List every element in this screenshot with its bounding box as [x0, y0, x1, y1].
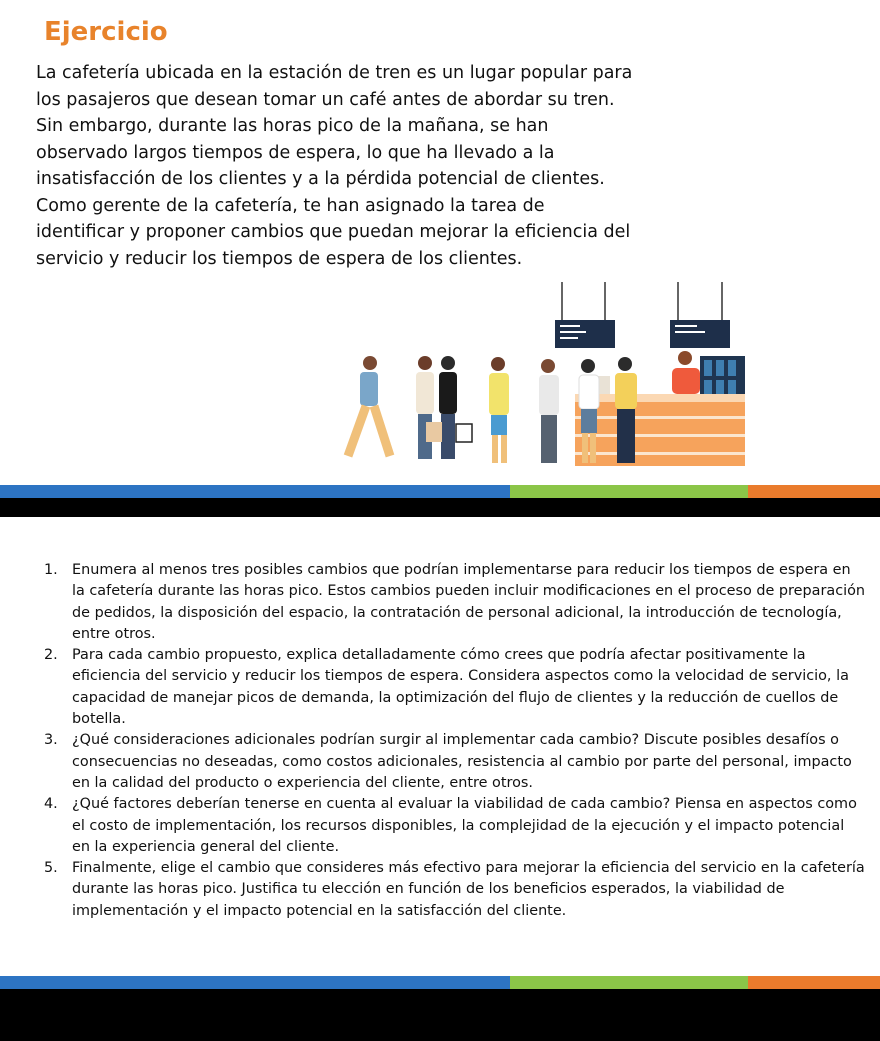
question-text: ¿Qué factores deberían tenerse en cuenta al evaluar la viabilidad de cada cambio? Piensa en aspectos como el costo de implementación, los recursos disponibles, la complejidad de la ejecución y el impacto potencial en la experiencia general del cliente.: [72, 796, 857, 855]
stripe-orange: [748, 485, 880, 498]
question-item: [36, 730, 866, 794]
customer-with-bags: [416, 356, 472, 459]
stripe-orange: [748, 976, 880, 989]
stripe-blue: [0, 976, 510, 989]
question-number: 1.: [44, 562, 58, 578]
question-item: [36, 858, 866, 922]
question-text: ¿Qué consideraciones adicionales podrían surgir al implementar cada cambio? Discute posibles desafíos o consecuencias no deseadas, como costos adicionales, resistencia al cambio por parte del personal, impacto en la calidad del producto o experiencia del cliente, entre otros.: [72, 732, 852, 791]
question-number: 4.: [44, 796, 58, 813]
cafe-queue-illustration: [330, 276, 760, 476]
customer-walking: [348, 356, 390, 456]
barista-figure: [672, 351, 700, 394]
customer-yellow: [489, 357, 509, 463]
question-list: [36, 560, 866, 922]
question-text: Enumera al menos tres posibles cambios que podrían implementarse para reducir los tiempos de espera en la cafetería durante las horas pico. Estos cambios pueden incluir modificaciones en el proceso de preparación de pedidos, la disposición del espacio, la contratación de personal adicional, la introducción de tecnología, entre otros.: [72, 562, 866, 642]
question-text: Finalmente, elige el cambio que consideres más efectivo para mejorar la eficiencia del servicio en la cafetería durante las horas pico. Justifica tu elección en función de los beneficios esperados, la viabilidad de implementación y el impacto potencial en la satisfacción del cliente.: [72, 860, 865, 919]
intro-paragraph: La cafetería ubicada en la estación de tren es un lugar popular para los pasajeros que desean tomar un café antes de abordar su tren. Sin embargo, durante las horas pico de la mañana, se han observado largos tiempos de espera, lo que ha llevado a la insatisfacción de los clientes y a la pérdida potencial de clientes. Como gerente de la cafetería, te han asignado la tarea de identificar y proponer cambios que puedan mejorar la eficiencia del servicio y reducir los tiempos de espera de los clientes.: [36, 63, 633, 269]
divider-stripe-bottom: [0, 976, 880, 989]
exercise-title: Ejercicio: [44, 17, 168, 47]
question-item: [36, 794, 866, 858]
divider-stripe-top: [0, 485, 880, 498]
question-number: 2.: [44, 647, 58, 664]
question-number: 3.: [44, 732, 58, 749]
menu-board-right: [670, 282, 730, 348]
question-number: 5.: [44, 860, 58, 877]
question-item: [36, 645, 866, 730]
menu-board-left: [555, 282, 615, 348]
customer-at-counter: [615, 357, 637, 463]
question-text: Para cada cambio propuesto, explica detalladamente cómo crees que podría afectar positivamente la eficiencia del servicio y reducir los tiempos de espera. Considera aspectos como la velocidad de servicio, la capacidad de manejar picos de demanda, la optimización del flujo de clientes y la reducción de cuellos de botella.: [72, 647, 849, 728]
stripe-green: [510, 485, 748, 498]
customer-with-phone: [539, 359, 559, 463]
exercise-intro-panel: [0, 0, 880, 485]
stripe-blue: [0, 485, 510, 498]
stripe-green: [510, 976, 748, 989]
question-item: [36, 560, 866, 645]
questions-panel: [0, 517, 880, 976]
